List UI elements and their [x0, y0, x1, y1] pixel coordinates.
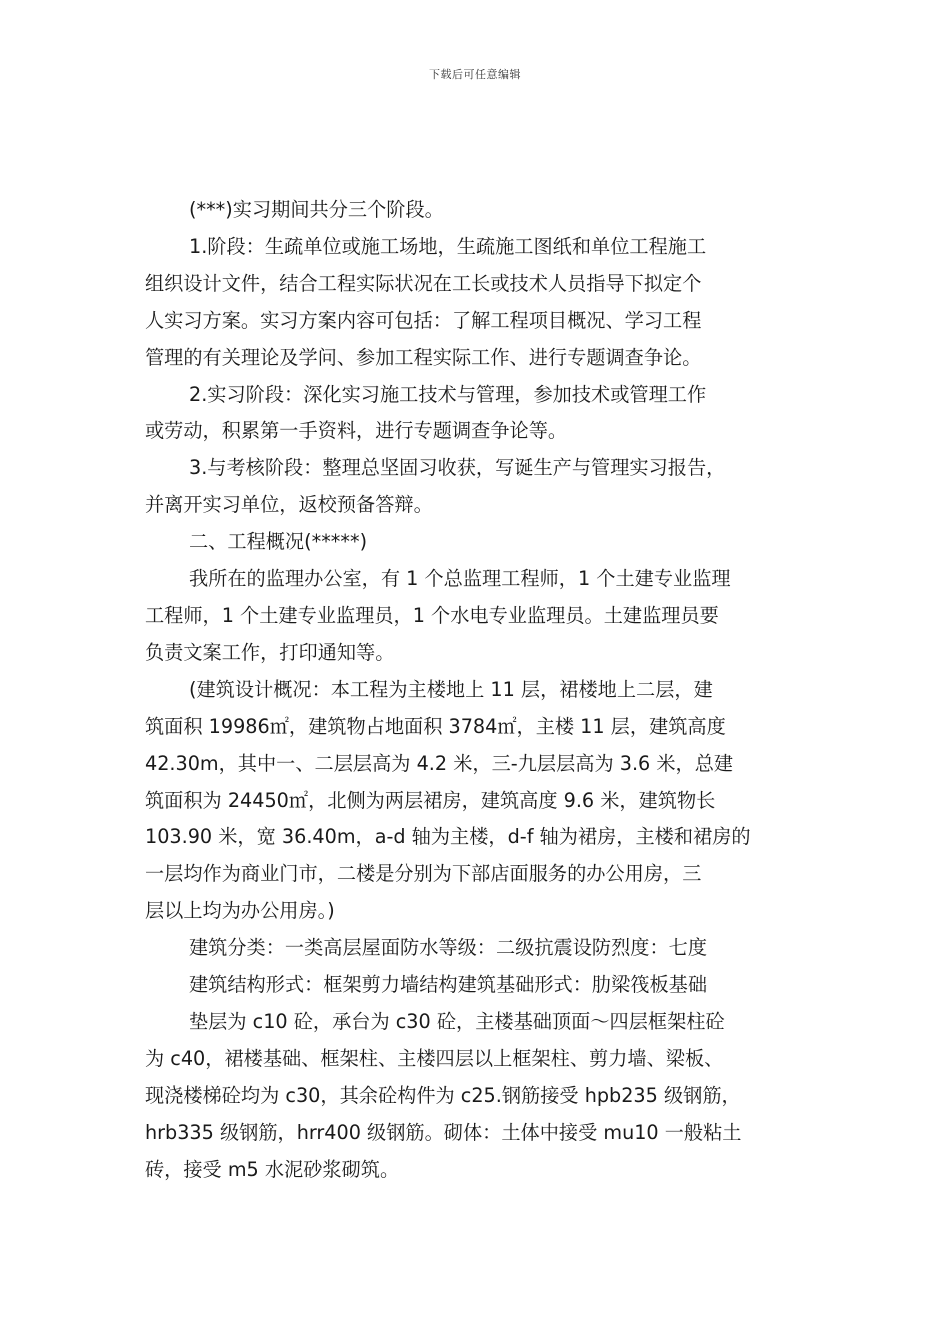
text-line: 一层均作为商业门市，二楼是分别为下部店面服务的办公用房，三 [145, 862, 702, 886]
text-line: (***)实习期间共分三个阶段。 [189, 198, 444, 221]
text-line: 筑面积为 24450㎡，北侧为两层裙房，建筑高度 9.6 米，建筑物长 [145, 788, 716, 812]
text-line: 并离开实习单位，返校预备答辩。 [145, 493, 433, 517]
text-line: 人实习方案。实习方案内容可包括：了解工程项目概况、学习工程 [145, 308, 702, 332]
text-line: 层以上均为办公用房。) [145, 899, 335, 923]
text-line: 砖，接受 m5 水泥砂浆砌筑。 [145, 1157, 400, 1181]
text-line: 现浇楼梯砼均为 c30，其余砼构件为 c25.钢筋接受 hpb235 级钢筋， [145, 1083, 741, 1107]
section-heading: 二、工程概况(*****) [189, 530, 368, 554]
text-line: 建筑结构形式：框架剪力墙结构建筑基础形式：肋梁筏板基础 [189, 973, 708, 997]
text-line: 42.30m，其中一、二层层高为 4.2 米，三-九层层高为 3.6 米，总建 [145, 751, 734, 775]
text-line: 或劳动，积累第一手资料，进行专题调查争论等。 [145, 419, 568, 443]
text-line: 1.阶段：生疏单位或施工场地，生疏施工图纸和单位工程施工 [189, 234, 707, 258]
text-line: 组织设计文件，结合工程实际状况在工长或技术人员指导下拟定个 [145, 271, 702, 295]
text-line: 工程师，1 个土建专业监理员，1 个水电专业监理员。土建监理员要 [145, 603, 719, 627]
text-line: 管理的有关理论及学问、参加工程实际工作、进行专题调查争论。 [145, 345, 702, 369]
text-line: 筑面积 19986㎡，建筑物占地面积 3784㎡，主楼 11 层，建筑高度 [145, 714, 726, 738]
text-line: 我所在的监理办公室，有 1 个总监理工程师，1 个土建专业监理 [189, 567, 731, 591]
text-line: 为 c40，裙楼基础、框架柱、主楼四层以上框架柱、剪力墙、梁板、 [145, 1046, 724, 1070]
text-line: hrb335 级钢筋，hrr400 级钢筋。砌体：土体中接受 mu10 一般粘土 [145, 1120, 742, 1144]
page-header-note: 下载后可任意编辑 [429, 68, 521, 81]
text-line: 垫层为 c10 砼，承台为 c30 砼，主楼基础顶面～四层框架柱砼 [189, 1009, 725, 1033]
text-line: 负责文案工作，打印通知等。 [145, 640, 395, 664]
text-line: 103.90 米，宽 36.40m，a-d 轴为主楼，d-f 轴为裙房，主楼和裙房的 [145, 825, 751, 849]
document-body [145, 192, 821, 1188]
text-line: (建筑设计概况：本工程为主楼地上 11 层，裙楼地上二层，建 [189, 677, 713, 701]
text-line: 建筑分类：一类高层屋面防水等级：二级抗震设防烈度：七度 [189, 936, 708, 960]
text-line: 2.实习阶段：深化实习施工技术与管理，参加技术或管理工作 [189, 382, 707, 406]
text-line: 3.与考核阶段：整理总坚固习收获，写诞生产与管理实习报告， [189, 456, 726, 480]
